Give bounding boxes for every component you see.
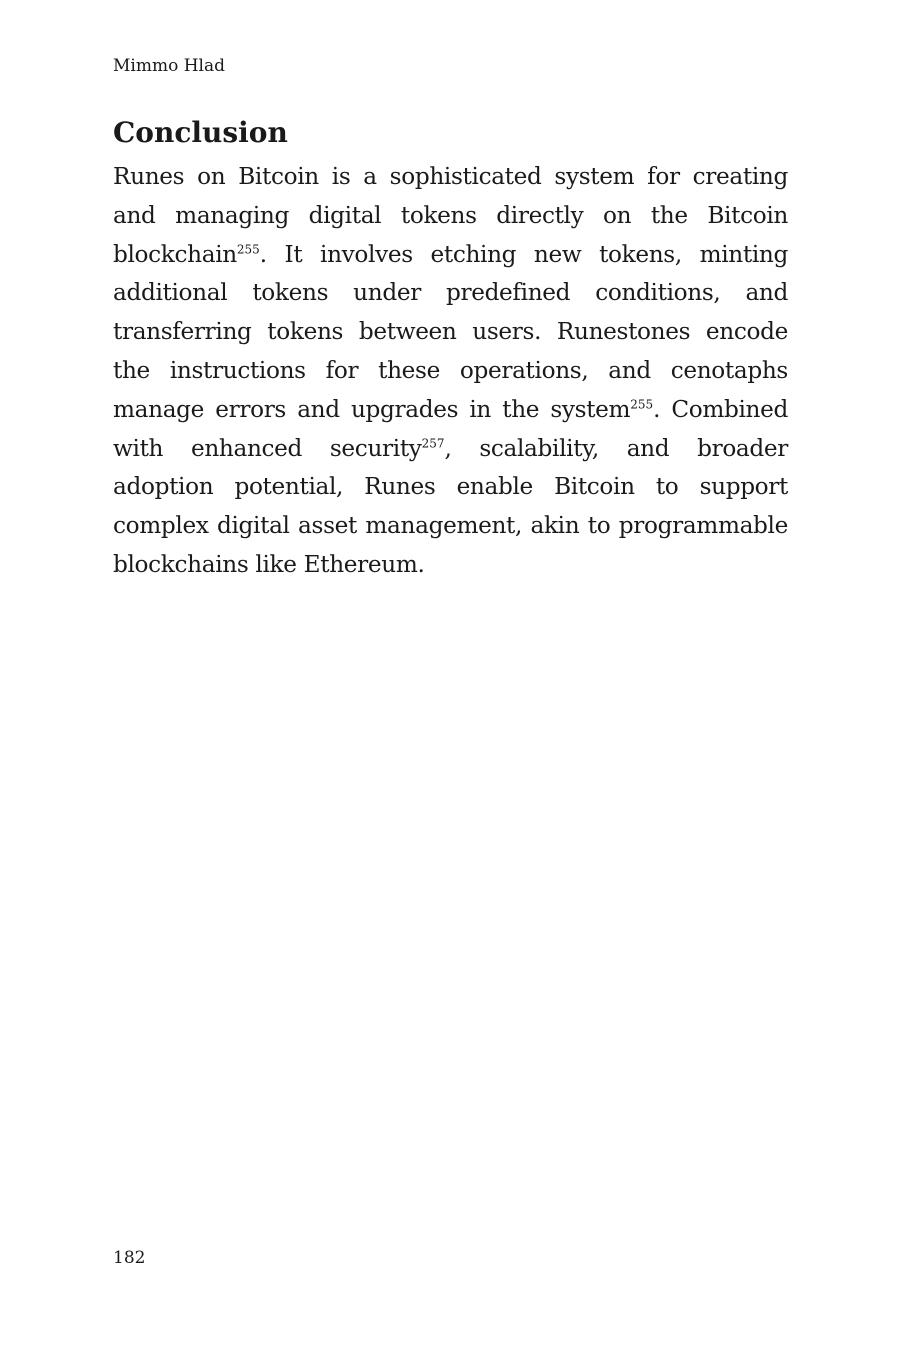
paragraph-text-3: . Combined with enhanced security [113, 395, 788, 462]
running-header-author: Mimmo Hlad [113, 56, 226, 76]
section-title: Conclusion [113, 116, 288, 149]
page-number: 182 [113, 1248, 146, 1268]
paragraph-text-2: . It involves etching new tokens, minting additional tokens under predefined conditions, and transferring tokens between users. Runestones encode the instructions for these operations, and cenotaphs manage errors and upgrades in the system [113, 240, 788, 423]
footnote-ref-255: 255 [236, 241, 260, 256]
body-paragraph [113, 158, 788, 585]
paragraph-text-4: , scalability, and broader adoption potential, Runes enable Bitcoin to support complex digital asset management, akin to programmable blockchains like Ethereum. [113, 434, 789, 578]
footnote-ref-257: 257 [421, 435, 445, 450]
footnote-ref-255-second: 255 [630, 397, 654, 412]
paragraph-text-1: Runes on Bitcoin is a sophisticated system for creating and managing digital tokens directly on the Bitcoin blockchain [113, 163, 788, 268]
